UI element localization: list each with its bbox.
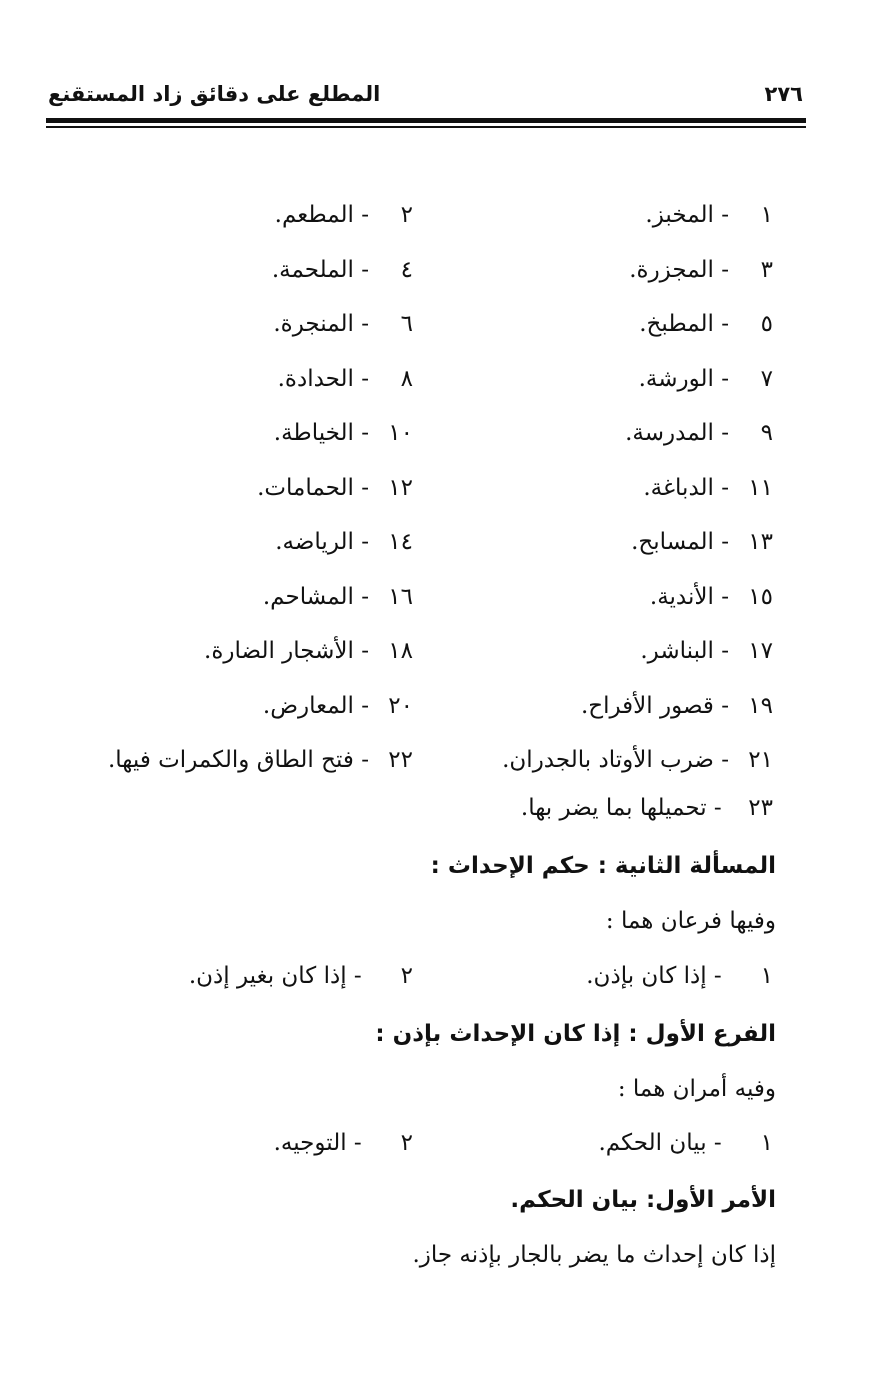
item-number: ١٢ xyxy=(388,475,413,501)
list-item xyxy=(631,527,773,557)
item-text: - إذا كان بغير إذن. xyxy=(188,963,362,989)
item-number: ٢ xyxy=(400,963,413,989)
item-text: - المعارض. xyxy=(262,693,369,719)
list-item xyxy=(274,418,413,448)
item-text: - الرياضه. xyxy=(275,529,369,555)
item-number: ٩ xyxy=(760,420,773,446)
list-item-23 xyxy=(521,793,773,823)
item-number: ١٠ xyxy=(388,420,413,446)
item-text: - الأشجار الضارة. xyxy=(204,638,369,664)
item-number: ١٨ xyxy=(388,638,413,664)
list-item xyxy=(639,309,773,339)
item-number: ٢ xyxy=(400,1130,413,1156)
item-text: - الأندية. xyxy=(649,584,729,610)
header-rule-thick xyxy=(46,118,806,123)
item-text: - الملحمة. xyxy=(271,257,369,283)
item-text: - التوجيه. xyxy=(273,1130,362,1156)
list-item xyxy=(625,418,773,448)
item-text: - بيان الحكم. xyxy=(598,1130,722,1156)
list-item xyxy=(273,309,413,339)
item-text: - قصور الأفراح. xyxy=(580,693,729,719)
item-number: ٣ xyxy=(760,257,773,283)
item-text: - الخياطة. xyxy=(273,420,369,446)
branch1-heading: الفرع الأول : إذا كان الإحداث بإذن : xyxy=(375,1021,776,1047)
book-title: المطلع على دقائق زاد المستقنع xyxy=(48,82,381,106)
item-text: - الحمامات. xyxy=(257,475,369,501)
section2-item-2 xyxy=(189,961,413,991)
list-item xyxy=(640,636,773,666)
item-text: - المجزرة. xyxy=(629,257,729,283)
list-item xyxy=(278,364,413,394)
list-item xyxy=(108,745,413,775)
branch1-item-2 xyxy=(274,1128,413,1158)
section2-item-1 xyxy=(586,961,773,991)
list-item xyxy=(639,364,773,394)
matter1-text: إذا كان إحداث ما يضر بالجار بإذنه جاز. xyxy=(412,1242,776,1268)
item-number: ٨ xyxy=(400,366,413,392)
page-number: ٢٧٦ xyxy=(764,82,803,106)
page-header xyxy=(48,82,803,112)
header-rule-thin xyxy=(46,126,806,128)
item-number: ١٥ xyxy=(748,584,773,610)
list-item xyxy=(581,691,773,721)
list-item xyxy=(275,200,413,230)
list-item xyxy=(257,473,413,503)
item-number: ١ xyxy=(760,1130,773,1156)
item-text: - المدرسة. xyxy=(625,420,729,446)
list-item xyxy=(204,636,413,666)
list-item xyxy=(645,200,773,230)
item-number: ٥ xyxy=(760,311,773,337)
list-item xyxy=(263,582,413,612)
list-item xyxy=(275,527,413,557)
item-number: ٢٢ xyxy=(388,747,413,773)
item-number: ٦ xyxy=(400,311,413,337)
item-text: - الحدادة. xyxy=(277,366,369,392)
list-item xyxy=(650,582,773,612)
item-text: - تحميلها بما يضر بها. xyxy=(520,795,722,821)
item-number: ٢٣ xyxy=(748,795,773,821)
item-text: - إذا كان بإذن. xyxy=(586,963,722,989)
branch1-item-1 xyxy=(598,1128,773,1158)
item-text: - البناشر. xyxy=(640,638,729,664)
item-number: ٢٠ xyxy=(388,693,413,719)
item-text: - المخبز. xyxy=(645,202,729,228)
list-item xyxy=(643,473,773,503)
item-text: - المنجرة. xyxy=(273,311,369,337)
item-number: ١٦ xyxy=(388,584,413,610)
list-item xyxy=(272,255,413,285)
item-text: - المطعم. xyxy=(274,202,369,228)
item-number: ١ xyxy=(760,963,773,989)
list-item xyxy=(263,691,413,721)
section2-intro: وفيها فرعان هما : xyxy=(605,908,776,934)
item-text: - ضرب الأوتاد بالجدران. xyxy=(502,747,729,773)
item-number: ١٤ xyxy=(388,529,413,555)
item-number: ١٧ xyxy=(748,638,773,664)
item-number: ٤ xyxy=(400,257,413,283)
item-number: ١٣ xyxy=(748,529,773,555)
item-text: - المطبخ. xyxy=(639,311,729,337)
list-item xyxy=(629,255,773,285)
section2-heading: المسألة الثانية : حكم الإحداث : xyxy=(430,853,776,879)
item-text: - المسابح. xyxy=(631,529,729,555)
item-number: ١ xyxy=(760,202,773,228)
item-text: - فتح الطاق والكمرات فيها. xyxy=(107,747,369,773)
list-item xyxy=(502,745,773,775)
item-text: - الورشة. xyxy=(638,366,729,392)
matter1-heading: الأمر الأول: بيان الحكم. xyxy=(510,1187,776,1213)
item-number: ٧ xyxy=(760,366,773,392)
item-number: ٢ xyxy=(400,202,413,228)
item-text: - الدباغة. xyxy=(643,475,729,501)
item-number: ١١ xyxy=(748,475,773,501)
branch1-intro: وفيه أمران هما : xyxy=(617,1076,776,1102)
item-number: ٢١ xyxy=(748,747,773,773)
item-text: - المشاحم. xyxy=(262,584,369,610)
item-number: ١٩ xyxy=(748,693,773,719)
